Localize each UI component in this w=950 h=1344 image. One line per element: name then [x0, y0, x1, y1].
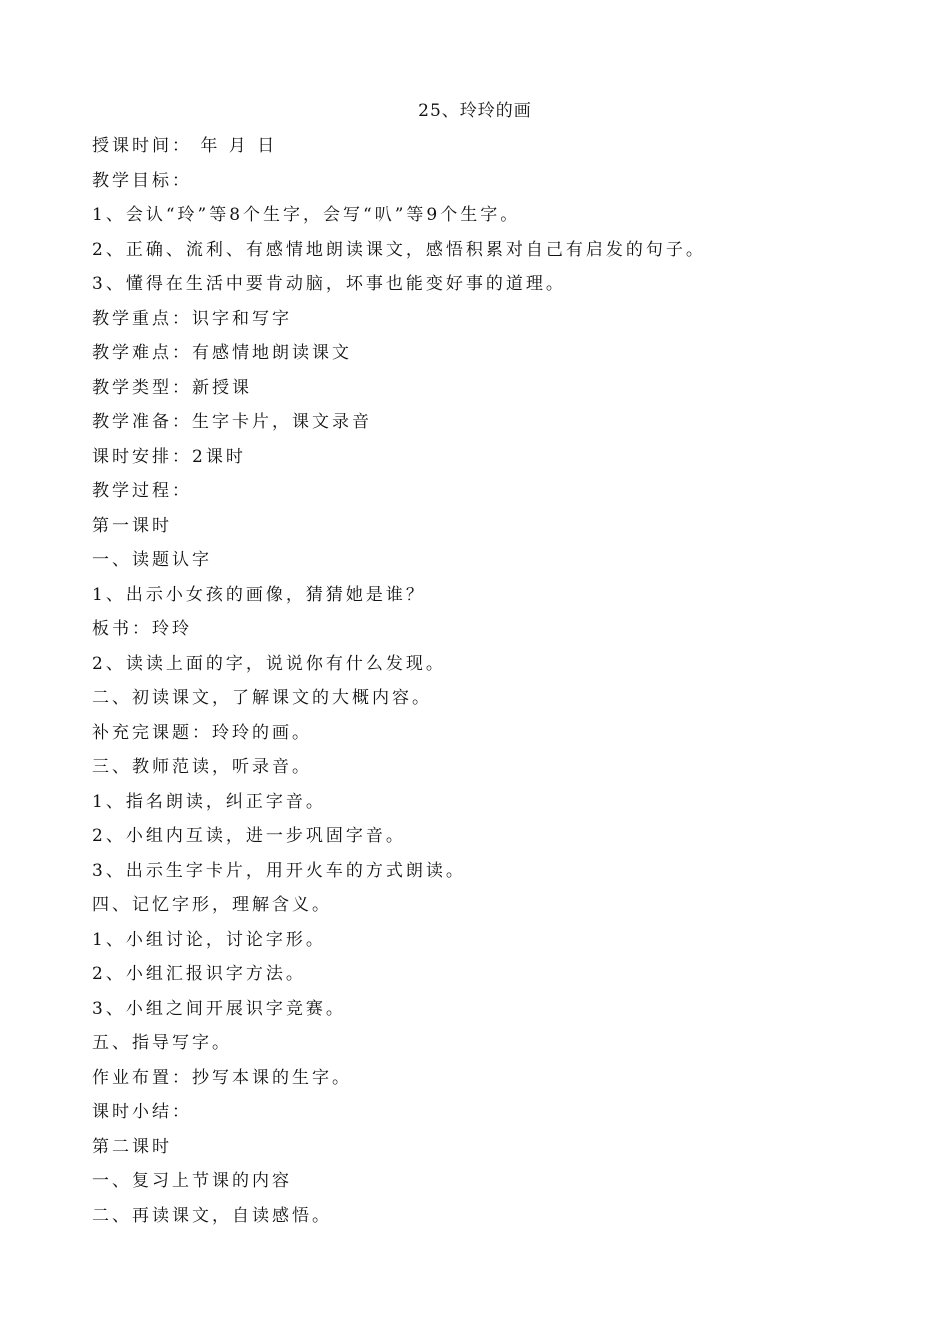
body-line: 作业布置：抄写本课的生字。	[92, 1067, 352, 1088]
body-line: 3、小组之间开展识字竞赛。	[92, 998, 346, 1019]
lesson-title: 25、玲玲的画	[418, 101, 532, 121]
body-line: 课时安排：2课时	[92, 446, 246, 467]
body-line: 课时小结：	[92, 1102, 192, 1122]
body-line: 教学目标：	[92, 170, 192, 191]
body-line: 三、教师范读，听录音。	[92, 757, 312, 777]
body-line: 1、出示小女孩的画像，猜猜她是谁？	[92, 584, 426, 605]
body-line: 1、会认“玲”等8个生字，会写“叭”等9个生字。	[92, 205, 521, 225]
body-line: 2、读读上面的字，说说你有什么发现。	[92, 653, 446, 674]
body-line: 2、小组汇报识字方法。	[92, 964, 306, 984]
body-line: 教学类型：新授课	[92, 377, 252, 398]
body-line: 教学过程：	[92, 481, 192, 501]
body-line: 板书：玲玲	[92, 619, 192, 639]
body-line: 补充完课题：玲玲的画。	[92, 722, 312, 743]
body-line: 第二课时	[92, 1136, 172, 1157]
body-line: 教学难点：有感情地朗读课文	[92, 343, 352, 363]
body-line: 1、小组讨论，讨论字形。	[92, 929, 326, 950]
body-line: 二、初读课文，了解课文的大概内容。	[92, 688, 432, 708]
lesson-body	[92, 133, 872, 1237]
body-line: 授课时间： 年 月 日	[92, 136, 278, 156]
body-line: 1、指名朗读，纠正字音。	[92, 791, 326, 812]
body-line: 3、懂得在生活中要肯动脑，坏事也能变好事的道理。	[92, 274, 566, 294]
body-line: 2、小组内互读，进一步巩固字音。	[92, 826, 406, 846]
body-line: 一、读题认字	[92, 550, 212, 570]
body-line: 五、指导写字。	[92, 1033, 232, 1053]
body-line: 教学准备：生字卡片，课文录音	[92, 412, 372, 432]
body-line: 教学重点：识字和写字	[92, 308, 292, 329]
body-line: 二、再读课文，自读感悟。	[92, 1205, 332, 1226]
body-line: 一、复习上节课的内容	[92, 1171, 292, 1191]
body-line: 四、记忆字形，理解含义。	[92, 895, 332, 915]
body-line: 3、出示生字卡片，用开火车的方式朗读。	[92, 860, 466, 881]
body-line: 2、正确、流利、有感情地朗读课文，感悟积累对自己有启发的句子。	[92, 239, 706, 260]
body-line: 第一课时	[92, 515, 172, 536]
